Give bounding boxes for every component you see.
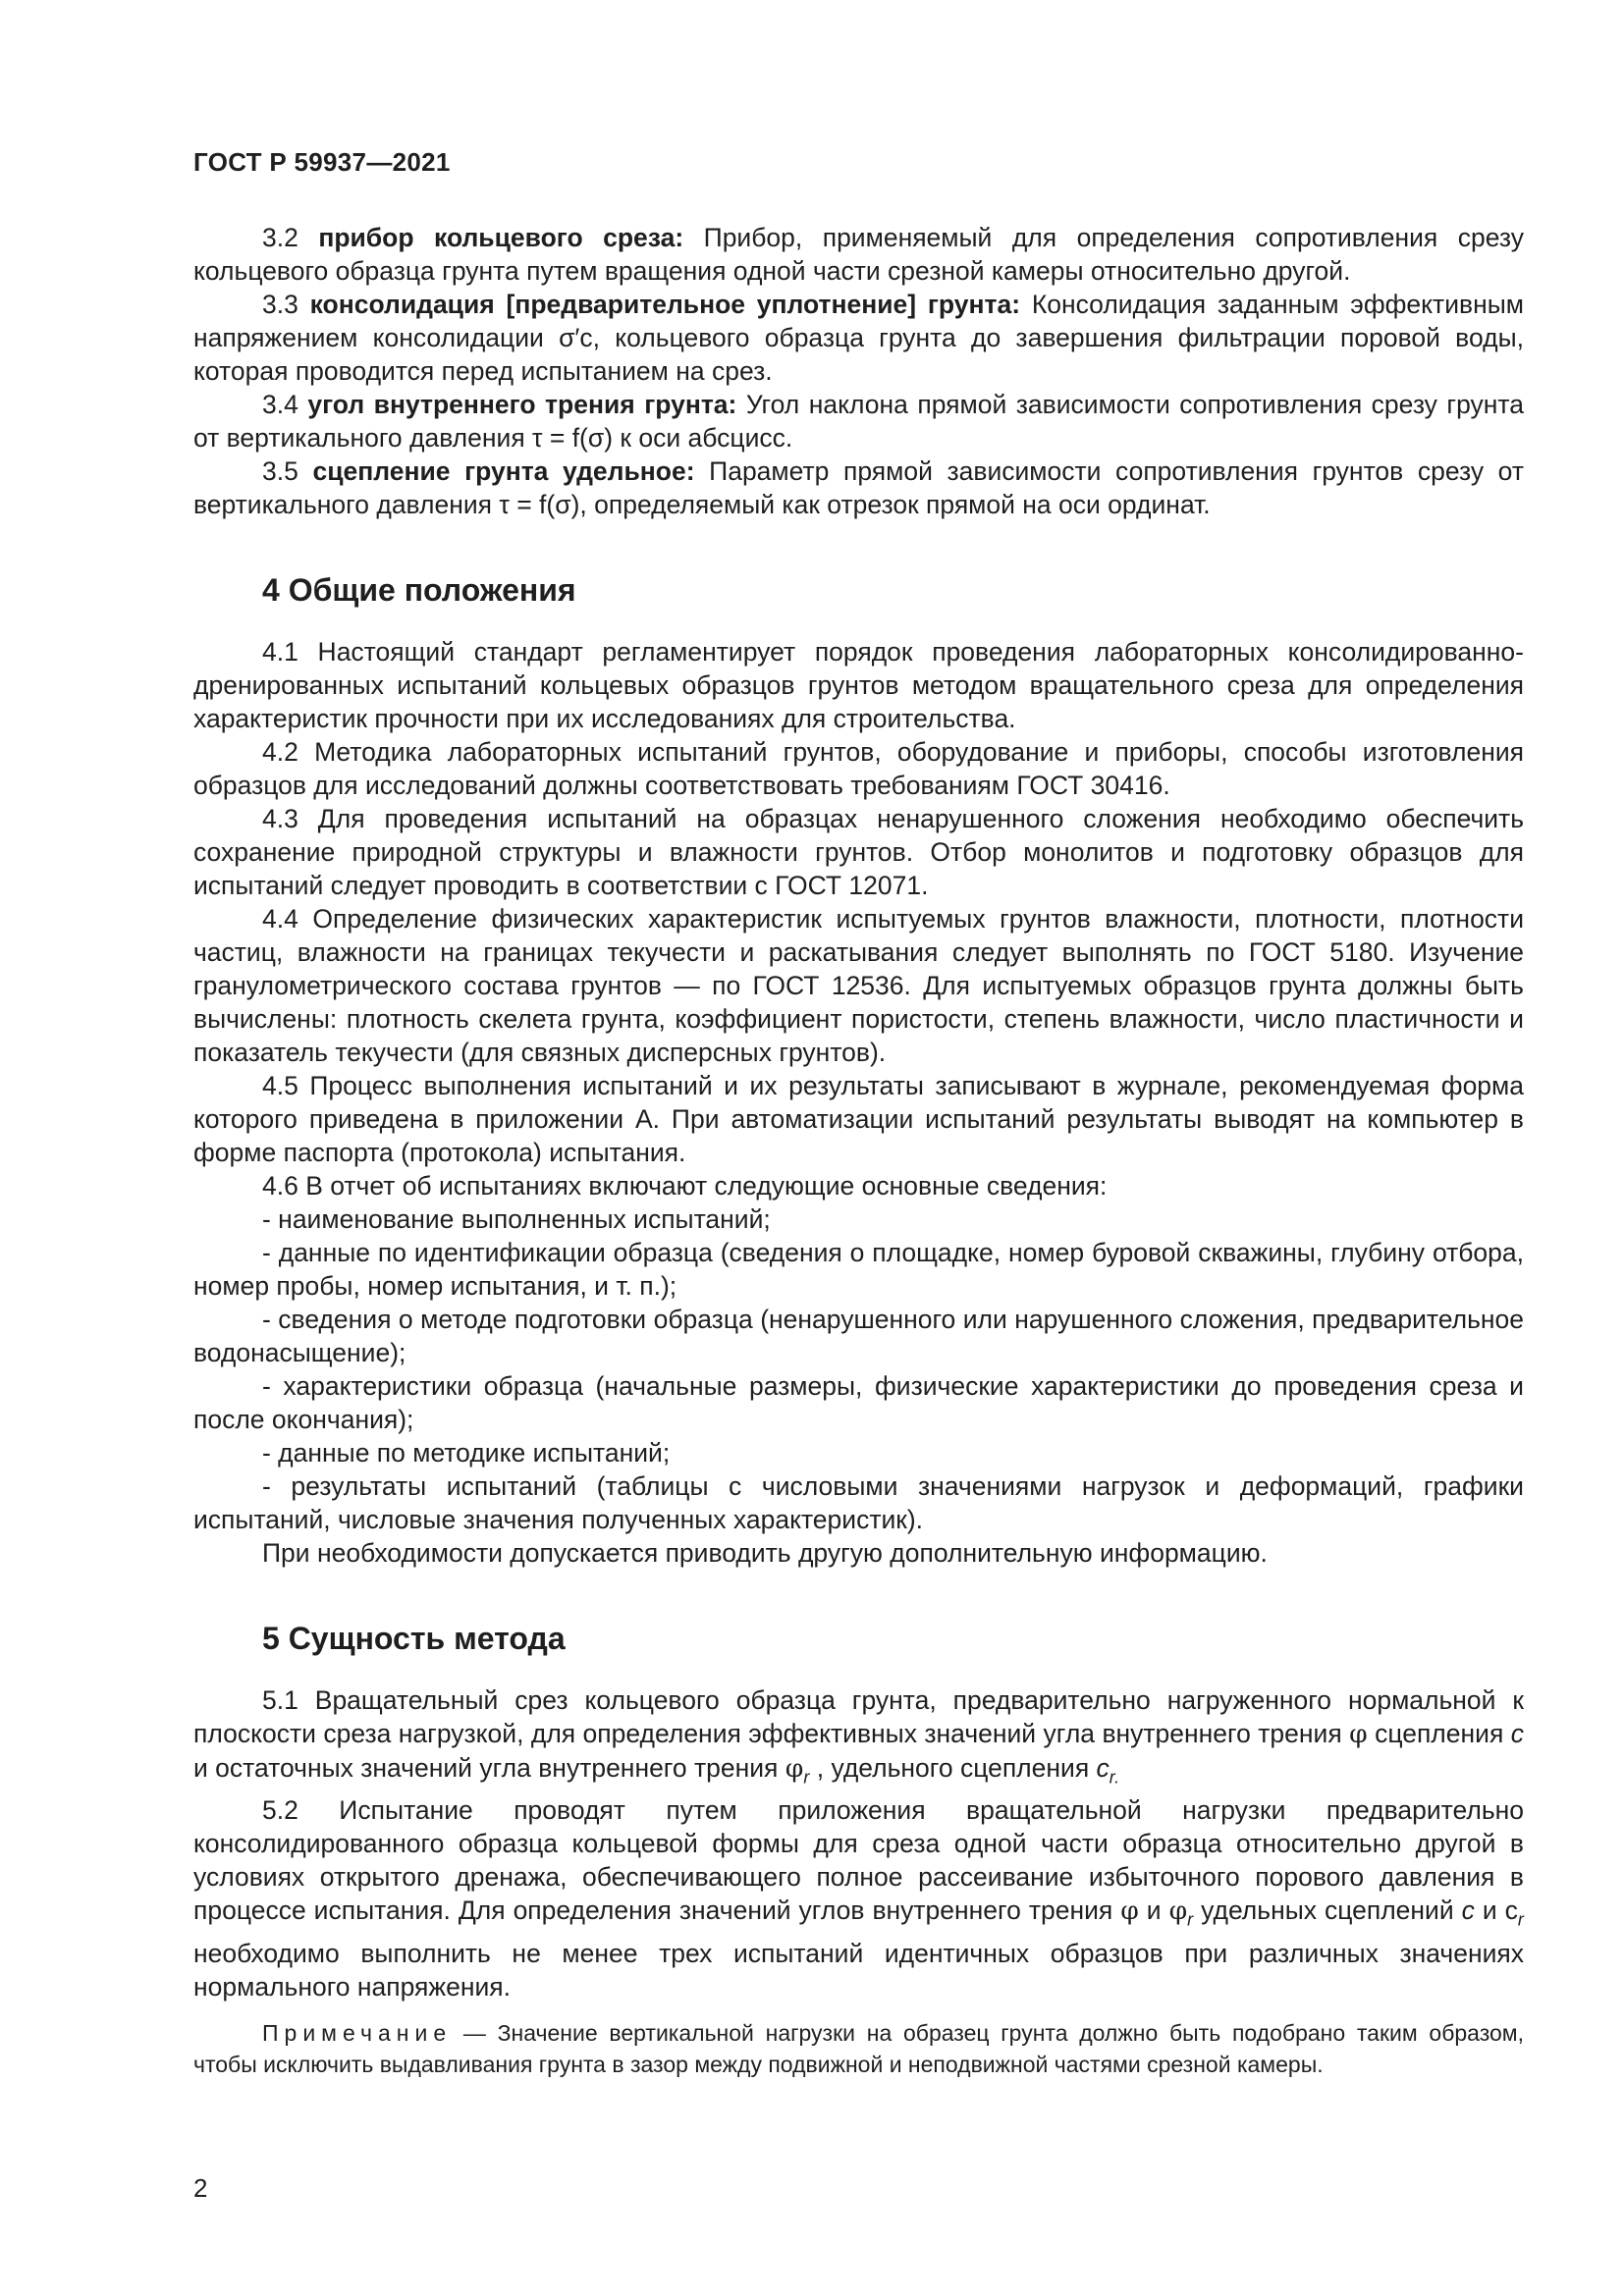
document-header: ГОСТ Р 59937—2021	[193, 147, 451, 177]
phi-r-symbol: φ	[785, 1753, 804, 1784]
paragraph-4-3: 4.3 Для проведения испытаний на образцах ненарушенного сложения необходимо обеспечить сохранение природной структуры и влажности грунтов. Отбор монолитов и подготовку образцов для испытаний следует проводить в соответствии с ГОСТ 12071.	[193, 804, 1524, 900]
term-number: 3.5	[262, 456, 298, 486]
paragraph-5-2: 5.2 Испытание проводят путем приложения вращательной нагрузки предварительно консолидированного образца кольцевой формы для среза одной части образца относительно другой в условиях открытого дренажа, обеспечивающего полное рассеивание избыточного порового давления в процессе испытания. Для определения значений углов внутреннего трения φ и $\varphi_r$ удельных сцеплений c и $c_r$ необходимо выполнить не менее трех испытаний идентичных образцов при различных значениях нормального напряжения.	[193, 1795, 1524, 2002]
list-item: - характеристики образца (начальные размеры, физические характеристики до проведения среза и после окончания);	[193, 1371, 1524, 1434]
list-item: - результаты испытаний (таблицы с числовыми значениями нагрузок и деформаций, графики испытаний, числовые значения полученных характеристик).	[193, 1471, 1524, 1534]
section-heading-5: 5 Сущность метода	[262, 1621, 566, 1656]
term-number: 3.4	[262, 390, 298, 419]
paragraph-5-1: 5.1 Вращательный срез кольцевого образца грунта, предварительно нагруженного нормальной к плоскости среза нагрузкой, для определения эффективных значений угла внутреннего трения φ сцепления c и остаточных значений угла внутреннего трения $\varphi_r$ , удельного сцепления $c_{r.}$	[193, 1685, 1524, 1788]
c-r-symbol: c	[1096, 1753, 1110, 1783]
paragraph-4-5: 4.5 Процесс выполнения испытаний и их результаты записывают в журнале, рекомендуемая форма которого приведена в приложении А. При автоматизации испытаний результаты выводят на компьютер в форме паспорта (протокола) испытания.	[193, 1071, 1524, 1167]
term-3-2	[193, 221, 1524, 288]
note	[193, 2017, 1524, 2080]
list-item: - данные по методике испытаний;	[262, 1438, 671, 1468]
term-name: угол внутреннего трения грунта:	[307, 390, 737, 419]
term-name: консолидация [предварительное уплотнение] грунта:	[309, 290, 1021, 319]
closing-paragraph: При необходимости допускается приводить другую дополнительную информацию.	[262, 1538, 1268, 1568]
c-symbol: c	[1510, 1719, 1524, 1748]
term-3-3	[193, 288, 1524, 388]
paragraph-4-6: 4.6 В отчет об испытаниях включают следующие основные сведения:	[262, 1171, 1108, 1201]
term-definition: Параметр прямой зависимости сопротивления грунтов срезу от вертикального давления τ = f(σ), определяемый как отрезок прямой на оси ординат.	[193, 456, 1524, 519]
page-number: 2	[193, 2173, 208, 2203]
list-item: - наименование выполненных испытаний;	[262, 1204, 771, 1234]
paragraph-4-4: 4.4 Определение физических характеристик испытуемых грунтов влажности, плотности, плотности частиц, влажности на границах текучести и раскатывания следует выполнять по ГОСТ 5180. Изучение гранулометрического состава грунтов — по ГОСТ 12536. Для испытуемых образцов грунта должны быть вычислены: плотность скелета грунта, коэффициент пористости, степень влажности, число пластичности и показатель текучести (для связных дисперсных грунтов).	[193, 904, 1524, 1067]
term-number: 3.2	[262, 223, 298, 252]
note-label: Примечание	[262, 2019, 453, 2046]
list-item: - сведения о методе подготовки образца (ненарушенного или нарушенного сложения, предварительное водонасыщение);	[193, 1305, 1524, 1367]
document-body	[193, 221, 1524, 2080]
document-page	[193, 0, 1524, 2296]
paragraph-4-2: 4.2 Методика лабораторных испытаний грунтов, оборудование и приборы, способы изготовления образцов для исследований должны соответствовать требованиям ГОСТ 30416.	[193, 737, 1524, 800]
term-number: 3.3	[262, 290, 298, 319]
phi-symbol: φ	[1349, 1719, 1368, 1749]
c-r-symbol: c	[1504, 1896, 1518, 1926]
paragraph-4-1: 4.1 Настоящий стандарт регламентирует порядок проведения лабораторных консолидированно-дренированных испытаний кольцевых образцов грунтов методом вращательного среза для определения характеристик прочности при их исследованиях для строительства.	[193, 637, 1524, 733]
term-3-5	[193, 454, 1524, 521]
phi-symbol: φ	[1120, 1896, 1139, 1927]
note-text: — Значение вертикальной нагрузки на образец грунта должно быть подобрано таким образом, чтобы исключить выдавливания грунта в зазор между подвижной и неподвижной частями срезной камеры.	[193, 2019, 1524, 2077]
section-heading-4: 4 Общие положения	[262, 572, 576, 608]
term-name: сцепление грунта удельное:	[312, 456, 695, 486]
list-item: - данные по идентификации образца (сведения о площадке, номер буровой скважины, глубину отбора, номер пробы, номер испытания, и т. п.);	[193, 1238, 1524, 1301]
phi-r-symbol: φ	[1168, 1896, 1188, 1927]
c-symbol: c	[1461, 1896, 1475, 1926]
term-definition: Консолидация заданным эффективным напряжением консолидации σ′c, кольцевого образца грунта до завершения фильтрации поровой воды, которая проводится перед испытанием на срез.	[193, 290, 1524, 386]
term-definition: Прибор, применяемый для определения сопротивления срезу кольцевого образца грунта путем вращения одной части срезной камеры относительно другой.	[193, 223, 1524, 286]
term-3-4	[193, 388, 1524, 454]
term-definition: Угол наклона прямой зависимости сопротивления срезу грунта от вертикального давления τ = f(σ) к оси абсцисс.	[193, 390, 1524, 453]
term-name: прибор кольцевого среза:	[318, 223, 684, 252]
